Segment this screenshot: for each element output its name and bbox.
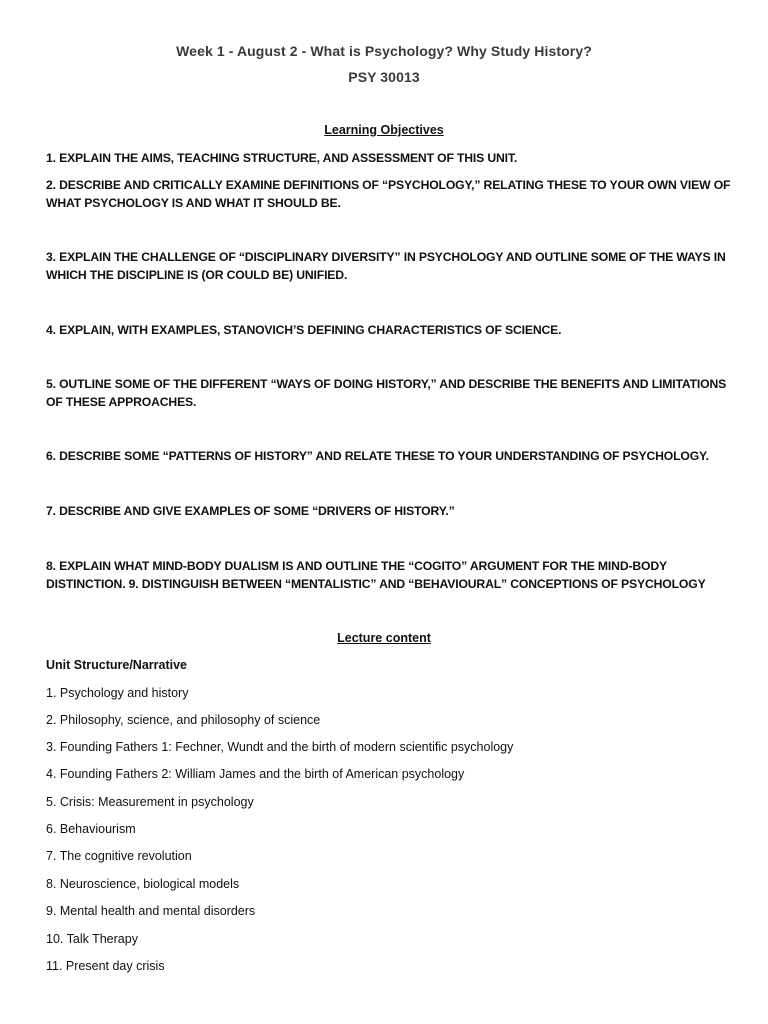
list-item: 4. Founding Fathers 2: William James and the birth of American psychology	[46, 767, 465, 781]
course-code: PSY 30013	[348, 69, 420, 85]
objective-item: 1. EXPLAIN THE AIMS, TEACHING STRUCTURE, AND ASSESSMENT OF THIS UNIT.	[46, 151, 518, 165]
list-item: 3. Founding Fathers 1: Fechner, Wundt and the birth of modern scientific psychology	[46, 740, 514, 754]
unit-structure-subheading: Unit Structure/Narrative	[46, 658, 188, 672]
list-item: 7. The cognitive revolution	[46, 849, 192, 863]
objective-item: 3. EXPLAIN THE CHALLENGE OF “DISCIPLINARY DIVERSITY” IN PSYCHOLOGY AND OUTLINE SOME OF THE WAYS IN WHICH THE DISCIPLINE IS (OR COULD BE) UNIFIED.	[46, 250, 726, 282]
list-item: 2. Philosophy, science, and philosophy of science	[46, 713, 321, 727]
objective-item: 5. OUTLINE SOME OF THE DIFFERENT “WAYS OF DOING HISTORY,” AND DESCRIBE THE BENEFITS AND LIMITATIONS OF THESE APPROACHES.	[46, 377, 727, 409]
document-title: Week 1 - August 2 - What is Psychology? Why Study History?	[176, 43, 592, 59]
list-item: 8. Neuroscience, biological models	[46, 877, 240, 891]
list-item: 10. Talk Therapy	[46, 932, 138, 946]
objective-item: 4. EXPLAIN, WITH EXAMPLES, STANOVICH’S DEFINING CHARACTERISTICS OF SCIENCE.	[46, 323, 562, 337]
objective-item: 6. DESCRIBE SOME “PATTERNS OF HISTORY” AND RELATE THESE TO YOUR UNDERSTANDING OF PSYCHOLOGY.	[46, 449, 709, 463]
list-item: 6. Behaviourism	[46, 822, 136, 836]
objective-item: 8. EXPLAIN WHAT MIND-BODY DUALISM IS AND OUTLINE THE “COGITO” ARGUMENT FOR THE MIND-BODY DISTINCTION. 9. DISTINGUISH BETWEEN “MENTALISTIC” AND “BEHAVIOURAL” CONCEPTIONS OF PSYCHOLOGY	[46, 559, 706, 591]
objective-item: 7. DESCRIBE AND GIVE EXAMPLES OF SOME “DRIVERS OF HISTORY.”	[46, 504, 455, 518]
objective-item: 2. DESCRIBE AND CRITICALLY EXAMINE DEFINITIONS OF “PSYCHOLOGY,” RELATING THESE TO YOUR OWN VIEW OF WHAT PSYCHOLOGY IS AND WHAT IT SHOULD BE.	[46, 178, 731, 210]
list-item: 9. Mental health and mental disorders	[46, 904, 256, 918]
list-item: 5. Crisis: Measurement in psychology	[46, 795, 254, 809]
list-item: 1. Psychology and history	[46, 686, 189, 700]
lecture-content-heading: Lecture content	[337, 631, 431, 645]
list-item: 11. Present day crisis	[46, 959, 165, 973]
learning-objectives-heading: Learning Objectives	[324, 123, 444, 137]
